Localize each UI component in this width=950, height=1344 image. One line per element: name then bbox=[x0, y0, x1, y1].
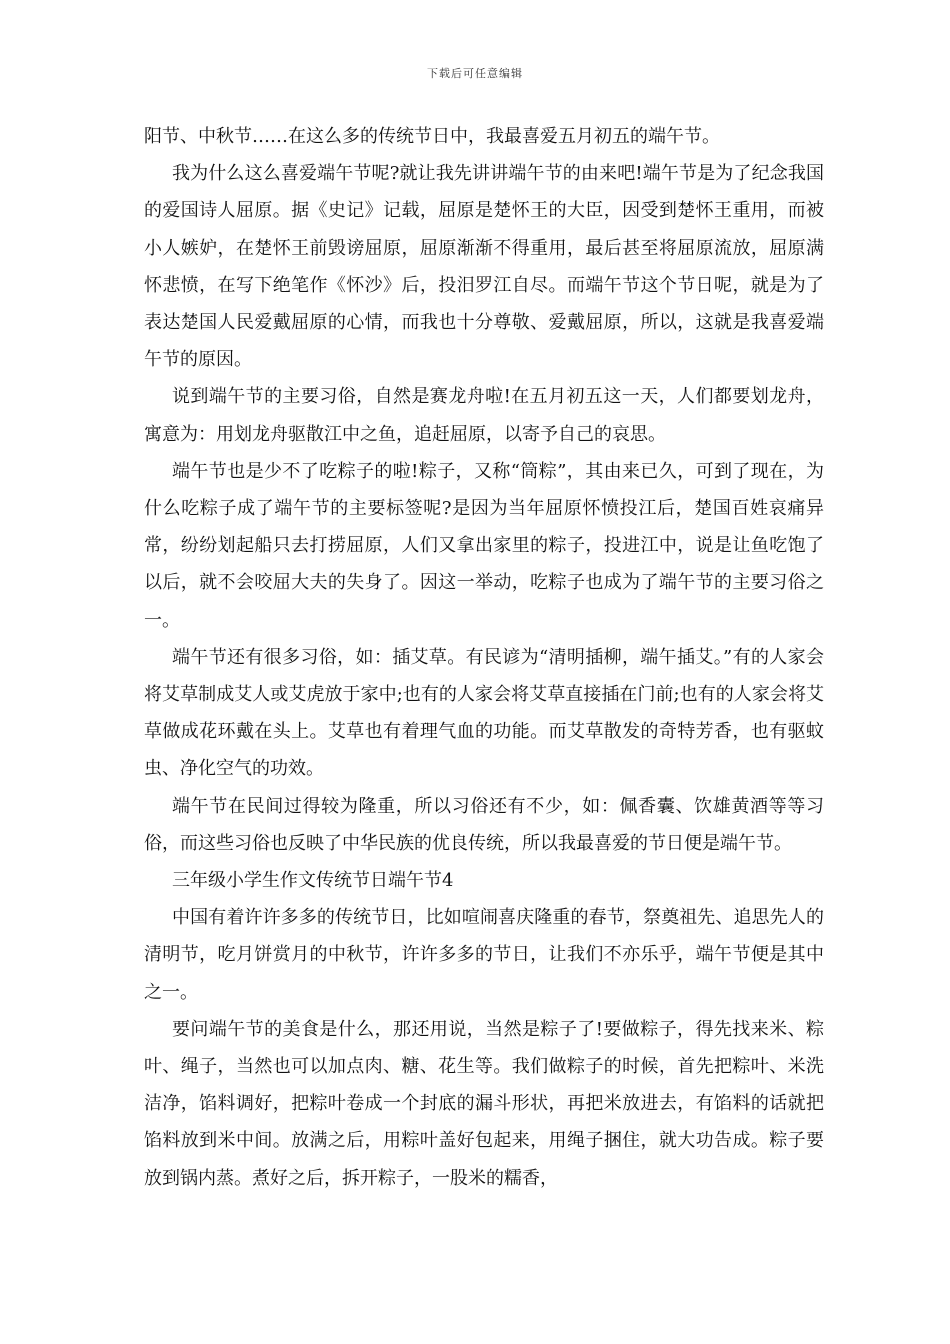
paragraph: 端午节也是少不了吃粽子的啦!粽子，又称“筒粽”，其由来已久，可到了现在，为什么吃粽子成了端午节的主要标签呢?是因为当年屈原怀愤投江后，楚国百姓哀痛异常，纷纷划起船只去打捞屈原，人们又拿出家里的粽子，投进江中，说是让鱼吃饱了以后，就不会咬屈大夫的失身了。因这一举动，吃粽子也成为了端午节的主要习俗之一。 bbox=[144, 460, 824, 631]
header-note: 下载后可任意编辑 bbox=[427, 67, 523, 80]
paragraph: 阳节、中秋节……在这么多的传统节日中，我最喜爱五月初五的端午节。 bbox=[144, 126, 720, 147]
document-body bbox=[144, 118, 824, 1197]
paragraph: 端午节还有很多习俗，如：插艾草。有民谚为“清明插柳，端午插艾。”有的人家会将艾草制成艾人或艾虎放于家中;也有的人家会将艾草直接插在门前;也有的人家会将艾草做成花环戴在头上。艾草也有着理气血的功能。而艾草散发的奇特芳香，也有驱蚊虫、净化空气的功效。 bbox=[144, 646, 824, 780]
paragraph: 中国有着许许多多的传统节日，比如喧闹喜庆隆重的春节，祭奠祖先、追思先人的清明节，吃月饼赏月的中秋节，许许多多的节日，让我们不亦乐乎，端午节便是其中之一。 bbox=[144, 907, 824, 1003]
paragraph: 说到端午节的主要习俗，自然是赛龙舟啦!在五月初五这一天，人们都要划龙舟，寓意为：用划龙舟驱散江中之鱼，追赶屈原，以寄予自己的哀思。 bbox=[144, 386, 824, 445]
paragraph: 端午节在民间过得较为隆重，所以习俗还有不少，如：佩香囊、饮雄黄酒等等习俗，而这些习俗也反映了中华民族的优良传统，所以我最喜爱的节日便是端午节。 bbox=[144, 795, 824, 854]
section-title: 三年级小学生作文传统节日端午节4 bbox=[172, 870, 454, 892]
paragraph: 要问端午节的美食是什么，那还用说，当然是粽子了!要做粽子，得先找来米、粽叶、绳子，当然也可以加点肉、糖、花生等。我们做粽子的时候，首先把粽叶、米洗洁净，馅料调好，把粽叶卷成一个封底的漏斗形状，再把米放进去，有馅料的话就把馅料放到米中间。放满之后，用粽叶盖好包起来，用绳子捆住，就大功告成。粽子要放到锅内蒸。煮好之后，拆开粽子，一股米的糯香， bbox=[144, 1018, 824, 1189]
paragraph: 我为什么这么喜爱端午节呢?就让我先讲讲端午节的由来吧!端午节是为了纪念我国的爱国诗人屈原。据《史记》记载，屈原是楚怀王的大臣，因受到楚怀王重用，而被小人嫉妒，在楚怀王前毁谤屈原，屈原渐渐不得重用，最后甚至将屈原流放，屈原满怀悲愤，在写下绝笔作《怀沙》后，投汨罗江自尽。而端午节这个节日呢，就是为了表达楚国人民爱戴屈原的心情，而我也十分尊敬、爱戴屈原，所以，这就是我喜爱端午节的原因。 bbox=[144, 163, 824, 371]
